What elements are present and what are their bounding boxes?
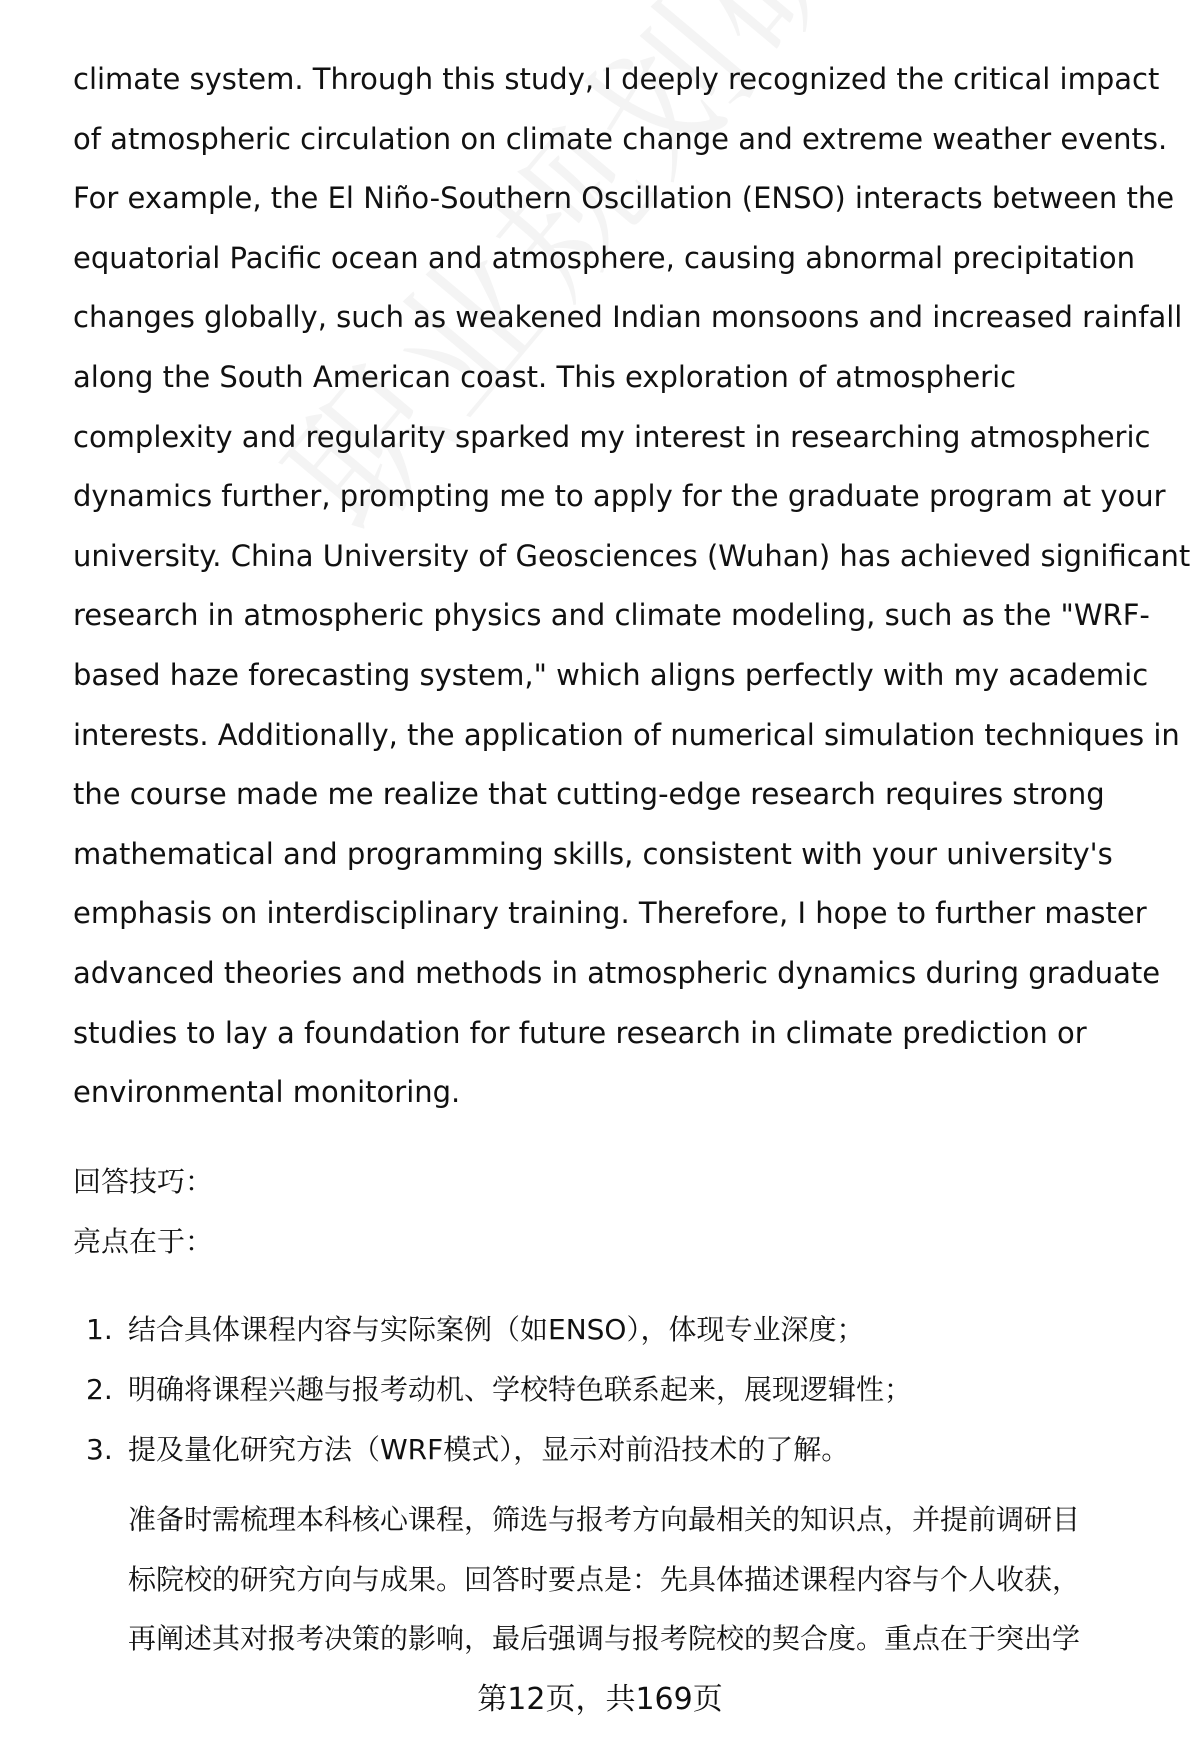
paragraph-line: For example, the El Niño-Southern Oscillation (ENSO) interacts between the [73, 181, 1175, 216]
paragraph-line: university. China University of Geosciences (Wuhan) has achieved significant [73, 538, 1191, 573]
list-item-number: 2. [86, 1373, 113, 1406]
paragraph-line: dynamics further, prompting me to apply for the graduate program at your [73, 479, 1166, 514]
paragraph-line: of atmospheric circulation on climate change and extreme weather events. [73, 121, 1168, 156]
paragraph-line: changes globally, such as weakened Indian monsoons and increased rainfall [73, 300, 1183, 335]
paragraph-line: along the South American coast. This exploration of atmospheric [73, 359, 1017, 394]
paragraph-line: environmental monitoring. [73, 1075, 461, 1110]
paragraph-line: complexity and regularity sparked my interest in researching atmospheric [73, 419, 1151, 454]
page-number-footer: 第12页，共169页 [477, 1682, 723, 1717]
list-item-number: 3. [86, 1433, 113, 1466]
list-item-text: 提及量化研究方法（WRF模式），显示对前沿技术的了解。 [128, 1433, 850, 1466]
list-item [86, 1370, 1146, 1430]
paragraph-line: emphasis on interdisciplinary training. Therefore, I hope to further master [73, 896, 1147, 931]
highlights-heading: 亮点在于： [73, 1225, 214, 1258]
paragraph-line: the course made me realize that cutting-edge research requires strong [73, 777, 1105, 812]
paragraph-line: equatorial Pacific ocean and atmosphere, causing abnormal precipitation [73, 240, 1136, 275]
paragraph-line: studies to lay a foundation for future research in climate prediction or [73, 1015, 1087, 1050]
list-item [86, 1430, 1146, 1490]
tips-heading: 回答技巧： [73, 1165, 214, 1198]
paragraph-line: interests. Additionally, the application of numerical simulation techniques in [73, 717, 1180, 752]
paragraph-line: climate system. Through this study, I deeply recognized the critical impact [73, 62, 1160, 96]
highlights-list [86, 1310, 1146, 1490]
advice-line: 准备时需梳理本科核心课程，筛选与报考方向最相关的知识点，并提前调研目 [128, 1503, 1081, 1536]
paragraph-line: research in atmospheric physics and climate modeling, such as the "WRF- [73, 598, 1150, 633]
list-item-text: 结合具体课程内容与实际案例（如ENSO），体现专业深度； [128, 1313, 865, 1346]
list-item-text: 明确将课程兴趣与报考动机、学校特色联系起来，展现逻辑性； [128, 1373, 913, 1406]
advice-line: 再阐述其对报考决策的影响，最后强调与报考院校的契合度。重点在于突出学 [128, 1622, 1081, 1655]
essay-paragraph [73, 50, 1191, 1123]
advice-line: 标院校的研究方向与成果。回答时要点是：先具体描述课程内容与个人收获， [128, 1562, 1081, 1596]
paragraph-line: advanced theories and methods in atmospheric dynamics during graduate [73, 955, 1161, 990]
list-item [86, 1310, 1146, 1370]
list-item-number: 1. [86, 1313, 113, 1346]
preparation-advice [128, 1490, 1158, 1669]
paragraph-line: mathematical and programming skills, consistent with your university's [73, 836, 1113, 871]
paragraph-line: based haze forecasting system," which aligns perfectly with my academic [73, 657, 1149, 692]
